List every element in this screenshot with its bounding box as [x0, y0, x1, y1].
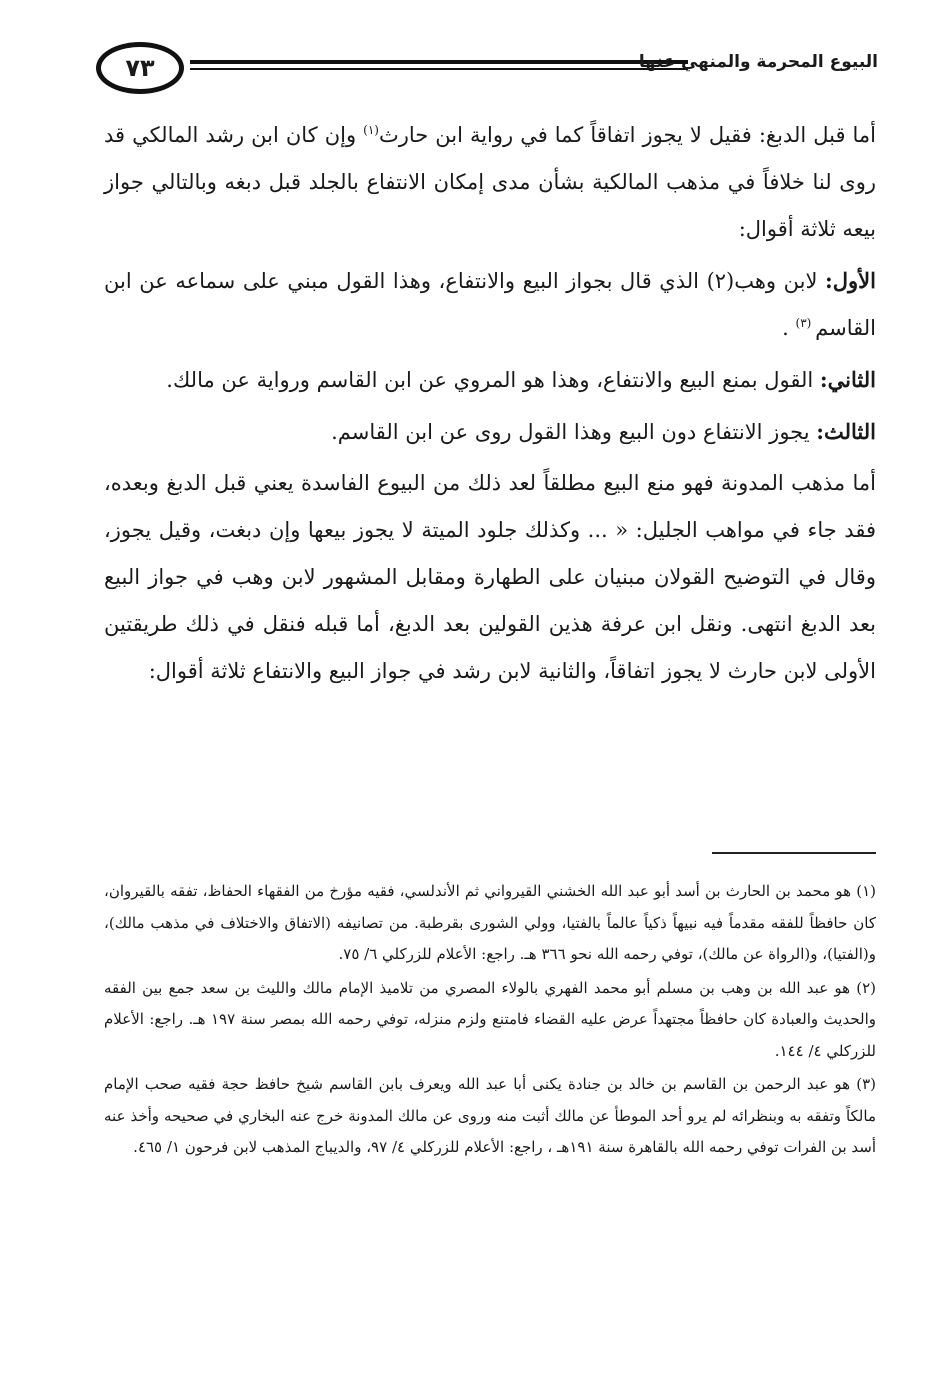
footnote-ref: (٣) [795, 316, 816, 330]
footnote: (٢) هو عبد الله بن وهب بن مسلم أبو محمد الفهري بالولاء المصري من تلاميذ الإمام مالك والليث بن سعد جمع بين الفقه والحديث والعبادة كان حافظاً مجتهداً عرض عليه القضاء فامتنع ولزم منزله، توفي رحمه الله بمصر سنة ١٩٧ هـ. راجع: الأعلام للزركلي ٤/ ١٤٤. [104, 978, 876, 1060]
label-third: الثالث: [816, 419, 876, 444]
paragraph-second-opinion: الثاني: القول بمنع البيع والانتفاع، وهذا هو المروي عن ابن القاسم ورواية عن مالك. [166, 367, 876, 392]
footnote-divider [712, 852, 876, 854]
paragraph: أما قبل الدبغ: فقيل لا يجوز اتفاقاً كما في رواية ابن حارث$^{(١)}$ وإن كان ابن رشد المالكي قد روى لنا خلافاً في مذهب المالكية بشأن مدى إمكان الانتفاع بالجلد قبل دبغه وبالتالي جواز بيعه ثلاثة أقوال: [104, 123, 876, 241]
footnotes [104, 876, 876, 1166]
paragraph-third-opinion: الثالث: يجوز الانتفاع دون البيع وهذا القول روى عن ابن القاسم. [331, 419, 876, 444]
label-first: الأول: [825, 268, 876, 293]
footnote-ref: (١) [363, 123, 379, 137]
paragraph: أما مذهب المدونة فهو منع البيع مطلقاً لعد ذلك من البيوع الفاسدة يعني قبل الدبغ وبعده، فقد جاء في مواهب الجليل: « ... وكذلك جلود الميتة لا يجوز بيعها وإن دبغت، وقيل يجوز، وقال في التوضيح القولان مبنيان على الطهارة ومقابل المشهور لابن وهب في جواز البيع بعد الدبغ انتهى. ونقل ابن عرفة هذين القولين بعد الدبغ، أما قبله فنقل في ذلك طريقتين الأولى لابن حارث لا يجوز اتفاقاً، والثانية لابن رشد في جواز البيع والانتفاع ثلاثة أقوال: [104, 471, 876, 683]
footnote: (٣) هو عبد الرحمن بن القاسم بن خالد بن جنادة يكنى أبا عبد الله ويعرف بابن القاسم شيخ حافظ حجة فقيه صحب الإمام مالكاً وتفقه به وبنظرائه لم يرو أحد الموطأ عن مالك أثبت منه وروى عن مالك المدونة خرج عنه البخاري في صحيحه وأخذ عنه أسد بن الفرات توفي رحمه الله بالقاهرة سنة ١٩١هـ ، راجع: الأعلام للزركلي ٤/ ٩٧، والديباج المذهب لابن فرحون ١/ ٤٦٥. [104, 1075, 876, 1156]
page-header [96, 38, 878, 104]
label-second: الثاني: [819, 367, 876, 392]
running-title: البيوع المحرمة والمنهي عنها [638, 52, 878, 72]
main-text [104, 112, 876, 699]
header-rule [190, 60, 688, 72]
page-number-badge: ٧٣ [96, 42, 184, 94]
footnote: (١) هو محمد بن الحارث بن أسد أبو عبد الله الخشني القيرواني ثم الأندلسي، فقيه مؤرخ من الفقهاء الحفاظ، تفقه بالقيروان، كان حافظاً للفقه مقدماً فيه نبيهاً ذكياً عالماً بالفتيا، وولي الشورى بقرطبة. من تصانيفه (الاتفاق والاختلاف في مذهب مالك)، و(الفتيا)، و(الرواة عن مالك)، توفي رحمه الله نحو ٣٦٦ هـ. راجع: الأعلام للزركلي ٦/ ٧٥. [104, 882, 876, 963]
paragraph-first-opinion: الأول: لابن وهب(٢) الذي قال بجواز البيع والانتفاع، وهذا القول مبني على سماعه عن ابن القاسم $^{(٣)}$ . [104, 268, 876, 340]
